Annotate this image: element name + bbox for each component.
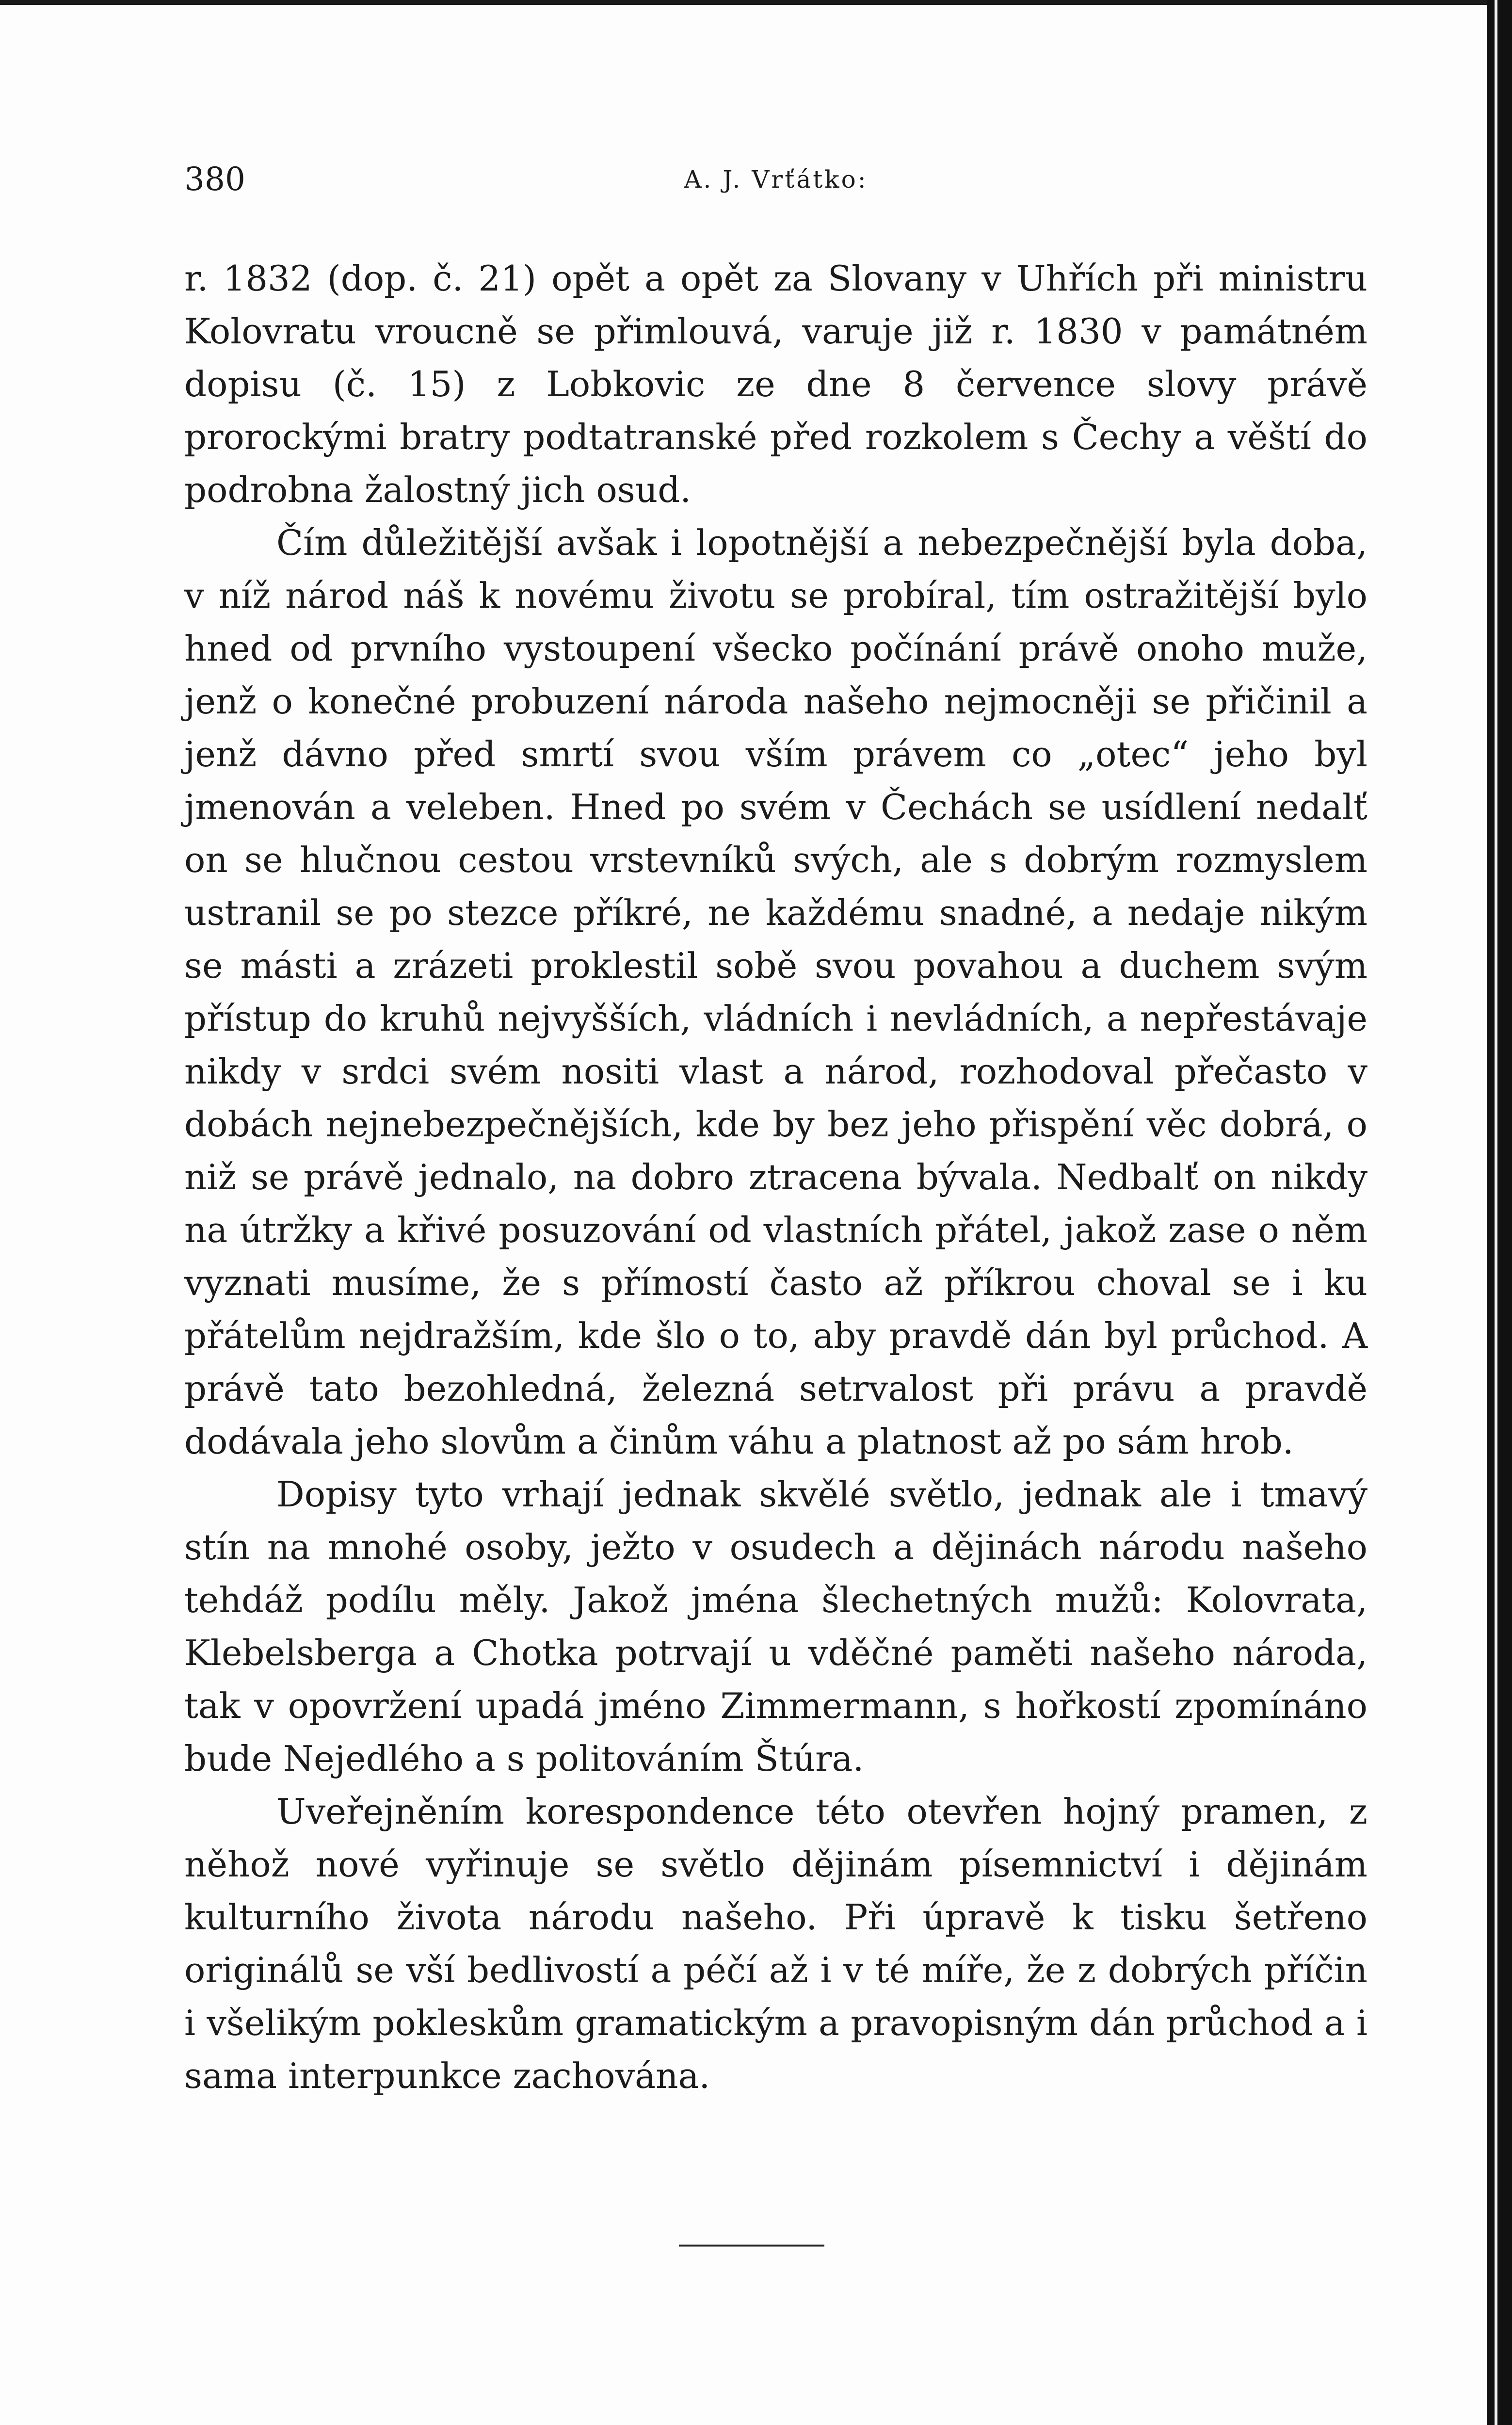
paragraph: Čím důležitější avšak i lopotnější a nebezpečnější byla doba, v níž národ náš k novému životu se probíral, tím ostražitější bylo hned od prvního vystoupení všecko počínání právě onoho muže, jenž o konečné probuzení národa našeho nejmocněji se přičinil a jenž dávno před smrtí svou vším právem co „otec“ jeho byl jmenován a veleben. Hned po svém v Čechách se usídlení nedalť on se hlučnou cestou vrstevníků svých, ale s dobrým rozmyslem ustranil se po stezce příkré, ne každému snadné, a nedaje nikým se másti a zrázeti proklestil sobě svou povahou a duchem svým přístup do kruhů nejvyšších, vládních i nevládních, a nepřestávaje nikdy v srdci svém nositi vlast a národ, rozhodoval přečasto v dobách nejnebezpečnějších, kde by bez jeho přispění věc dobrá, o niž se právě jednalo, na dobro ztracena bývala. Nedbalť on nikdy na útržky a křivé posuzování od vlastních přátel, jakož zase o něm vyznati musíme, že s přímostí často až příkrou choval se i ku přátelům nejdražším, kde šlo o to, aby pravdě dán byl průchod. A právě tato bezohledná, železná setrvalost při právu a pravdě dodávala jeho slovům a činům váhu a platnost až po sám hrob. — [184, 522, 1367, 1462]
scan-right-edge-highlight — [1495, 0, 1497, 2425]
closing-rule — [679, 2245, 824, 2247]
paragraph-continued: r. 1832 (dop. č. 21) opět a opět za Slovany v Uhřích při ministru Kolovratu vroucně se přimlouvá, varuje již r. 1830 v památném dopisu (č. 15) z Lobkovic ze dne 8 července slovy právě prorockými bratry podtatranské před rozkolem s Čechy a věští do podrobna žalostný jich osud. — [184, 258, 1367, 510]
paragraph: Dopisy tyto vrhají jednak skvělé světlo, jednak ale i tmavý stín na mnohé osoby, ježto v osudech a dějinách národu našeho tehdáž podílu měly. Jakož jména šlechetných mužů: Kolovrata, Klebelsberga a Chotka potrvají u vděčné paměti našeho národa, tak v opovržení upadá jméno Zimmermann, s hořkostí zpomínáno bude Nejedlého a s politováním Štúra. — [184, 1474, 1367, 1779]
scan-top-edge — [0, 0, 1512, 5]
paragraph: Uveřejněním korespondence této otevřen hojný pramen, z něhož nové vyřinuje se světlo dějinám písemnictví i dějinám kulturního života národu našeho. Při úpravě k tisku šetřeno originálů se vší bedlivostí a péčí až i v té míře, že z dobrých příčin i všelikým pokleskům gramatickým a pravopisným dán průchod a i sama interpunkce zachována. — [184, 1791, 1367, 2096]
body-text — [184, 252, 1367, 2102]
page-number: 380 — [184, 161, 245, 198]
running-head — [184, 155, 1367, 213]
scan-right-edge — [1487, 0, 1512, 2425]
running-title: A. J. Vrťátko: — [684, 165, 868, 194]
